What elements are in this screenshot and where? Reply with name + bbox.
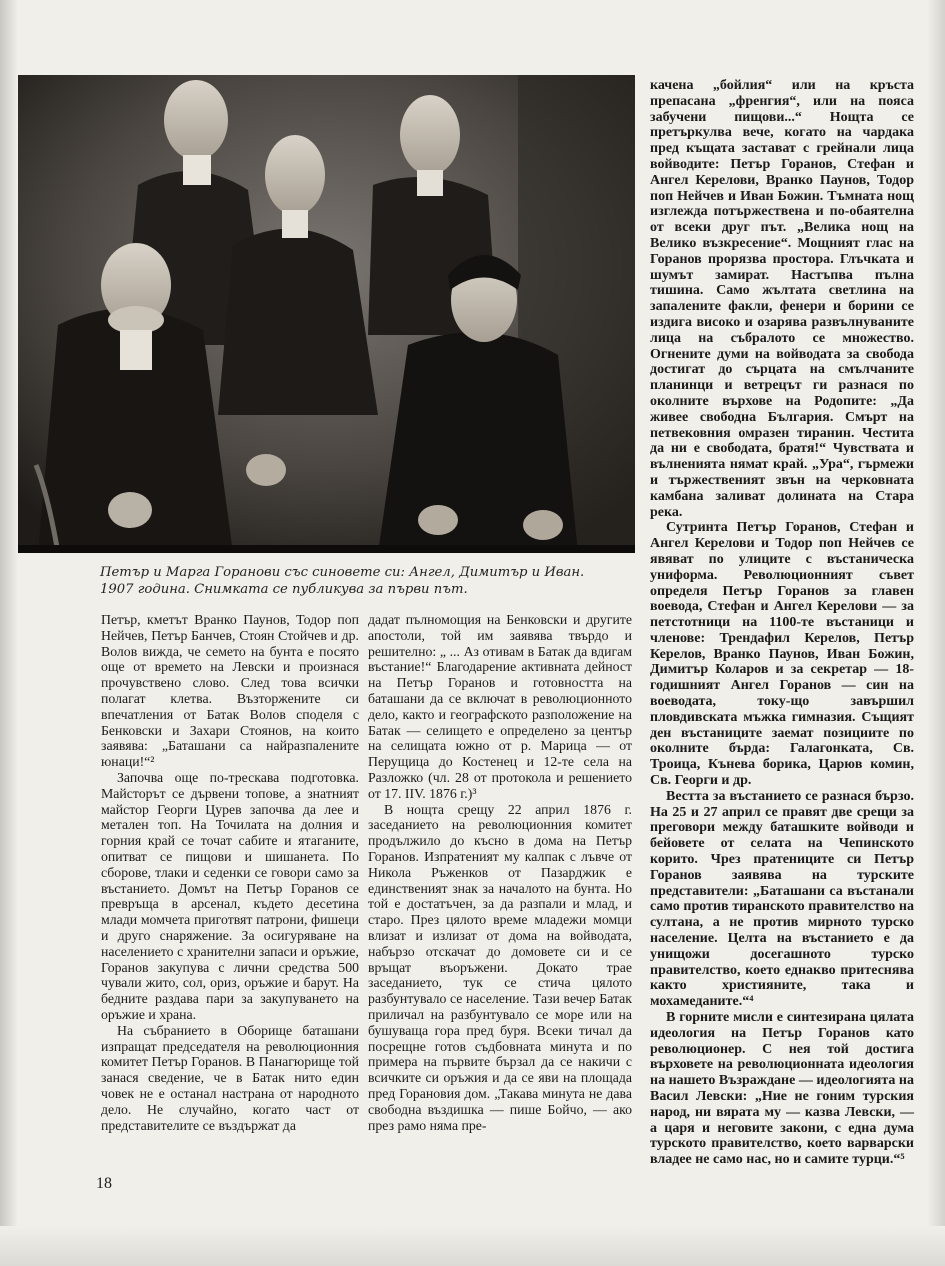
- paragraph: В горните мисли е синтезирана цялата идеология на Петър Горанов като революционер. С нея той достига върховете на революционната идеология на нашето Възраждане — идеологията на Васил Левски: „Ние не гоним турския народ, ни вярата му — казва Левски, — а царя и неговите закони, с една дума турското правителство, което варварски владее не само нас, но и самите турци.“⁵: [650, 1010, 914, 1168]
- page-number: 18: [96, 1175, 112, 1192]
- paragraph: Петър, кметът Вранко Паунов, Тодор поп Нейчев, Петър Банчев, Стоян Стойчев и др. Волов вижда, че семето на бунта е посято още от времето на Левски и произнася прочувствено слово. След това всички полагат клетва. Възторжените си впечатления от Батак Волов споделя с Бенковски и Захари Стоянов, на които заявява: „Баташани са найразпалените юнаци!“²: [101, 612, 359, 770]
- paragraph: На събранието в Оборище баташани изпращат председателя на революционния комитет Петър Горанов. В Панагюрище той занася сведение, че в Батак нито един човек не е останал настрана от народното дело. Не случайно, когато част от представителите се въздържат да: [101, 1022, 359, 1133]
- paragraph: качена „бойлия“ или на кръста препасана „френгия“, или на пояса забучени пищови...“ Нощта се претъркулва вече, когато на чардака пред къщата застават с грейнали лица войводите: Петър Горанов, Стефан и Ангел Керелови, Вранко Паунов, Тодор поп Нейчев и Иван Божин. Тъмната нощ изглежда потържествена и по-обаятелна от всеки друг път. „Велика нощ на Велико възкресение“. Мощният глас на Горанов прорязва простора. Глъчката и шумът замират. Настъпва пълна тишина. Само жълтата светлина на запалените факли, фенери и борини се издига високо и озарява развълнуваните лица на събралото се множество. Огнените думи на войводата за свобода достигат до сърцата на смълчаните планинци и ветрецът ги разнася по околните върхове на Родопите: „Да живее свободна България. Смърт на петвековния омразен тиранин. Честита да ни е свободата, братя!“ Чувствата и вълненията нямат край. „Ура“, гърмежи и тържественият звън на черковната камбана заливат долината на Стара река.: [650, 78, 914, 520]
- page-edge-bottom: [0, 1226, 945, 1266]
- text-column-3: [650, 78, 914, 1168]
- page-edge-left: [0, 0, 18, 1266]
- paragraph: Вестта за въстанието се разнася бързо. На 25 и 27 април се правят две срещи за преговори между баташките войводи и бейовете от селата на Чепинското корито. Чрез пратениците си Петър Горанов заявява на турските представители: „Баташани са въстанали само против тиранското правителство на султана, а не против мирното турско население. Целта на въстанието е да унищожи досегашното турско правителство, което еднакво притеснява както християните, така и мохамеданите.“⁴: [650, 788, 914, 1010]
- family-photograph: [18, 75, 635, 553]
- paragraph: Сутринта Петър Горанов, Стефан и Ангел Керелови и Тодор поп Нейчев се явяват по улиците с въстаническа униформа. Революционният съвет определя Петър Горанов за главен воевода, Стефан и Ангел Керелови — за петстотници на 1100-те въстаници и членове: Трендафил Керелов, Петър Керелов, Вранко Паунов, Иван Божин, Димитър Коларов и за секретар — 18-годишният Ангел Горанов — син на воеводата, току-що завършил пловдивската мъжка гимназия. Същият ден въстаниците заемат позициите по околните бърда: Галагонката, Св. Троица, Кънева борика, Царюв комин, Св. Георги и др.: [650, 520, 914, 789]
- photograph-image: [18, 75, 635, 553]
- photo-caption: Петър и Марга Горанови със синовете си: Ангел, Димитър и Иван. 1907 година. Снимката се публикува за първи път.: [100, 565, 585, 597]
- paragraph: Започва още по-трескава подготовка. Майсторът се дървени топове, а знатният майстор Георги Цурев започва да лее и метален топ. На Точилата на долния и горния край се точат сабите и ятаганите, опитват се пищови и шишанета. По сборове, тлаки и седенки се говори само за въстанието. Домът на Петър Горанов се превръща в арсенал, където десетина млади момчета приготвят патрони, фишеци и друго снаряжение. За осигуряване на населението с хранителни запаси и оръжие, Горанов закупува с лични средства 500 чували жито, сол, ориз, оръжие и барут. На бедните раздава пари за закупуването на оръжие и храна.: [101, 769, 359, 1022]
- text-column-1: [101, 612, 359, 1133]
- paragraph: В нощта срещу 22 април 1876 г. заседанието на революционния комитет продължило до късно в дома на Петър Горанов. Изпратеният му калпак с лъвче от Никола Ръженков от Пазарджик е единственият знак за началото на бунта. Но той е достатъчен, за да разпали и млад, и старо. През цялото време младежи момци влизат и излизат от дома на войводата, набързо отскачат до домовете си и се връщат въоръжени. Докато трае заседанието, тук се стича цялото разбунтувало се население. Тази вечер Батак приличал на разбунтувало се море или на бушуваща гора пред буря. Всеки тичал да посрещне готов съдбовната минута и по примера на първите бързал да се накичи с всичките си оръжия и да се яви на площада пред Горановия дом. „Такава минута не дава свободна въздишка — пише Бойчо, — ако през рамо няма пре-: [368, 801, 632, 1133]
- page-edge-right: [927, 0, 945, 1266]
- text-column-2: [368, 612, 632, 1133]
- paragraph: дадат пълномощия на Бенковски и другите апостоли, той им заявява твърдо и решително: „ ... Аз отивам в Батак да вдигам въстание!“ Благодарение активната дейност на Петър Горанов и готовността на баташани да се включат в революционното дело, както и географското разположение на Батак — селището е определено за център на селищата южно от р. Марица — от Перущица до Костенец и 12-те села на Разложко (чл. 28 от протокола и решението от 17. IIV. 1876 г.)³: [368, 612, 632, 801]
